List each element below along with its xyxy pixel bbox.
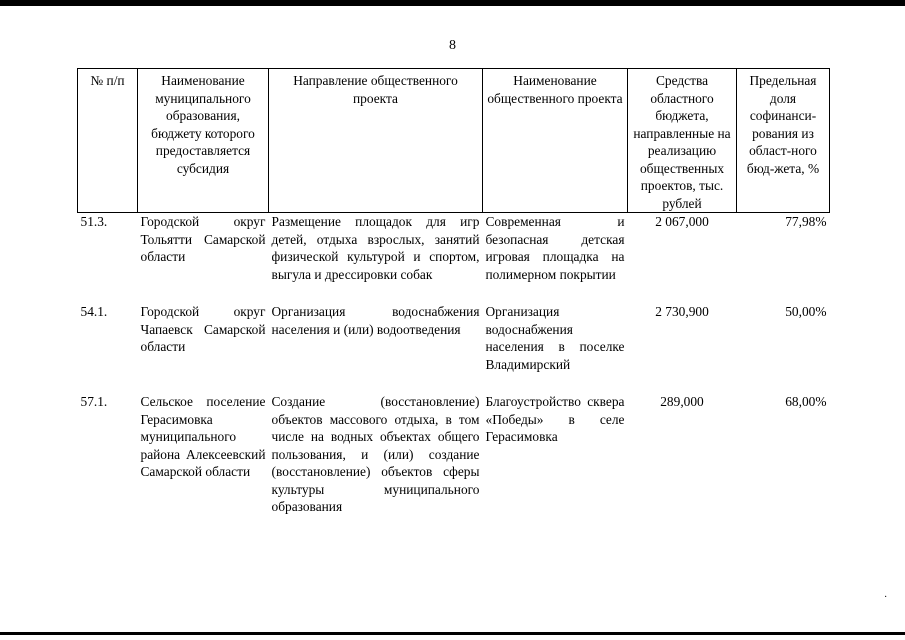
municipality-cell: Городской округ Чапаевск Самарской области [140, 304, 266, 354]
municipality-cell: Сельское поселение Герасимовка муниципального района Алексеевский Самарской области [140, 394, 266, 479]
header-amount: Средства областного бюджета, направленные на реализацию общественных проектов, тыс. рублей [628, 69, 737, 213]
project-cell: Организация водоснабжения населения в поселке Владимирский [485, 304, 625, 372]
direction-cell: Создание (восстановление) объектов массового отдыха, в том числе на водных объектах общего пользования, и (или) создание (восстановление) объектов сферы культуры муниципального образования [271, 394, 480, 514]
header-project: Наименование общественного проекта [483, 69, 628, 213]
table-row [78, 393, 830, 536]
bottom-border-rule [0, 632, 905, 635]
table-row [78, 213, 830, 304]
header-direction: Направление общественного проекта [269, 69, 483, 213]
scan-artifact-mark: · [884, 592, 888, 603]
row-number: 57.1. [80, 394, 108, 409]
row-number: 54.1. [80, 304, 108, 319]
amount-cell: 289,000 [660, 394, 704, 409]
direction-cell: Организация водоснабжения населения и (или) водоотведения [271, 304, 480, 337]
amount-cell: 2 067,000 [655, 214, 709, 229]
top-border-rule [0, 0, 905, 6]
table-row [78, 303, 830, 393]
row-number: 51.3. [80, 214, 108, 229]
header-municipality: Наименование муниципального образования, бюджету которого предоставляется субсидия [138, 69, 269, 213]
share-cell: 50,00% [785, 304, 827, 319]
subsidy-table [77, 68, 830, 536]
header-num: № п/п [78, 69, 138, 213]
share-cell: 77,98% [785, 214, 827, 229]
project-cell: Современная и безопасная детская игровая площадка на полимерном покрытии [485, 214, 625, 282]
table-header-row [78, 69, 830, 213]
header-share: Предельная доля софинанси-рования из област-ного бюд-жета, % [737, 69, 830, 213]
direction-cell: Размещение площадок для игр детей, отдыха взрослых, занятий физической культурой и спортом, выгула и дрессировки собак [271, 214, 480, 282]
page-number: 8 [449, 38, 456, 53]
amount-cell: 2 730,900 [655, 304, 709, 319]
project-cell: Благоустройство сквера «Победы» в селе Герасимовка [485, 394, 625, 444]
municipality-cell: Городской округ Тольятти Самарской области [140, 214, 266, 264]
share-cell: 68,00% [785, 394, 827, 409]
